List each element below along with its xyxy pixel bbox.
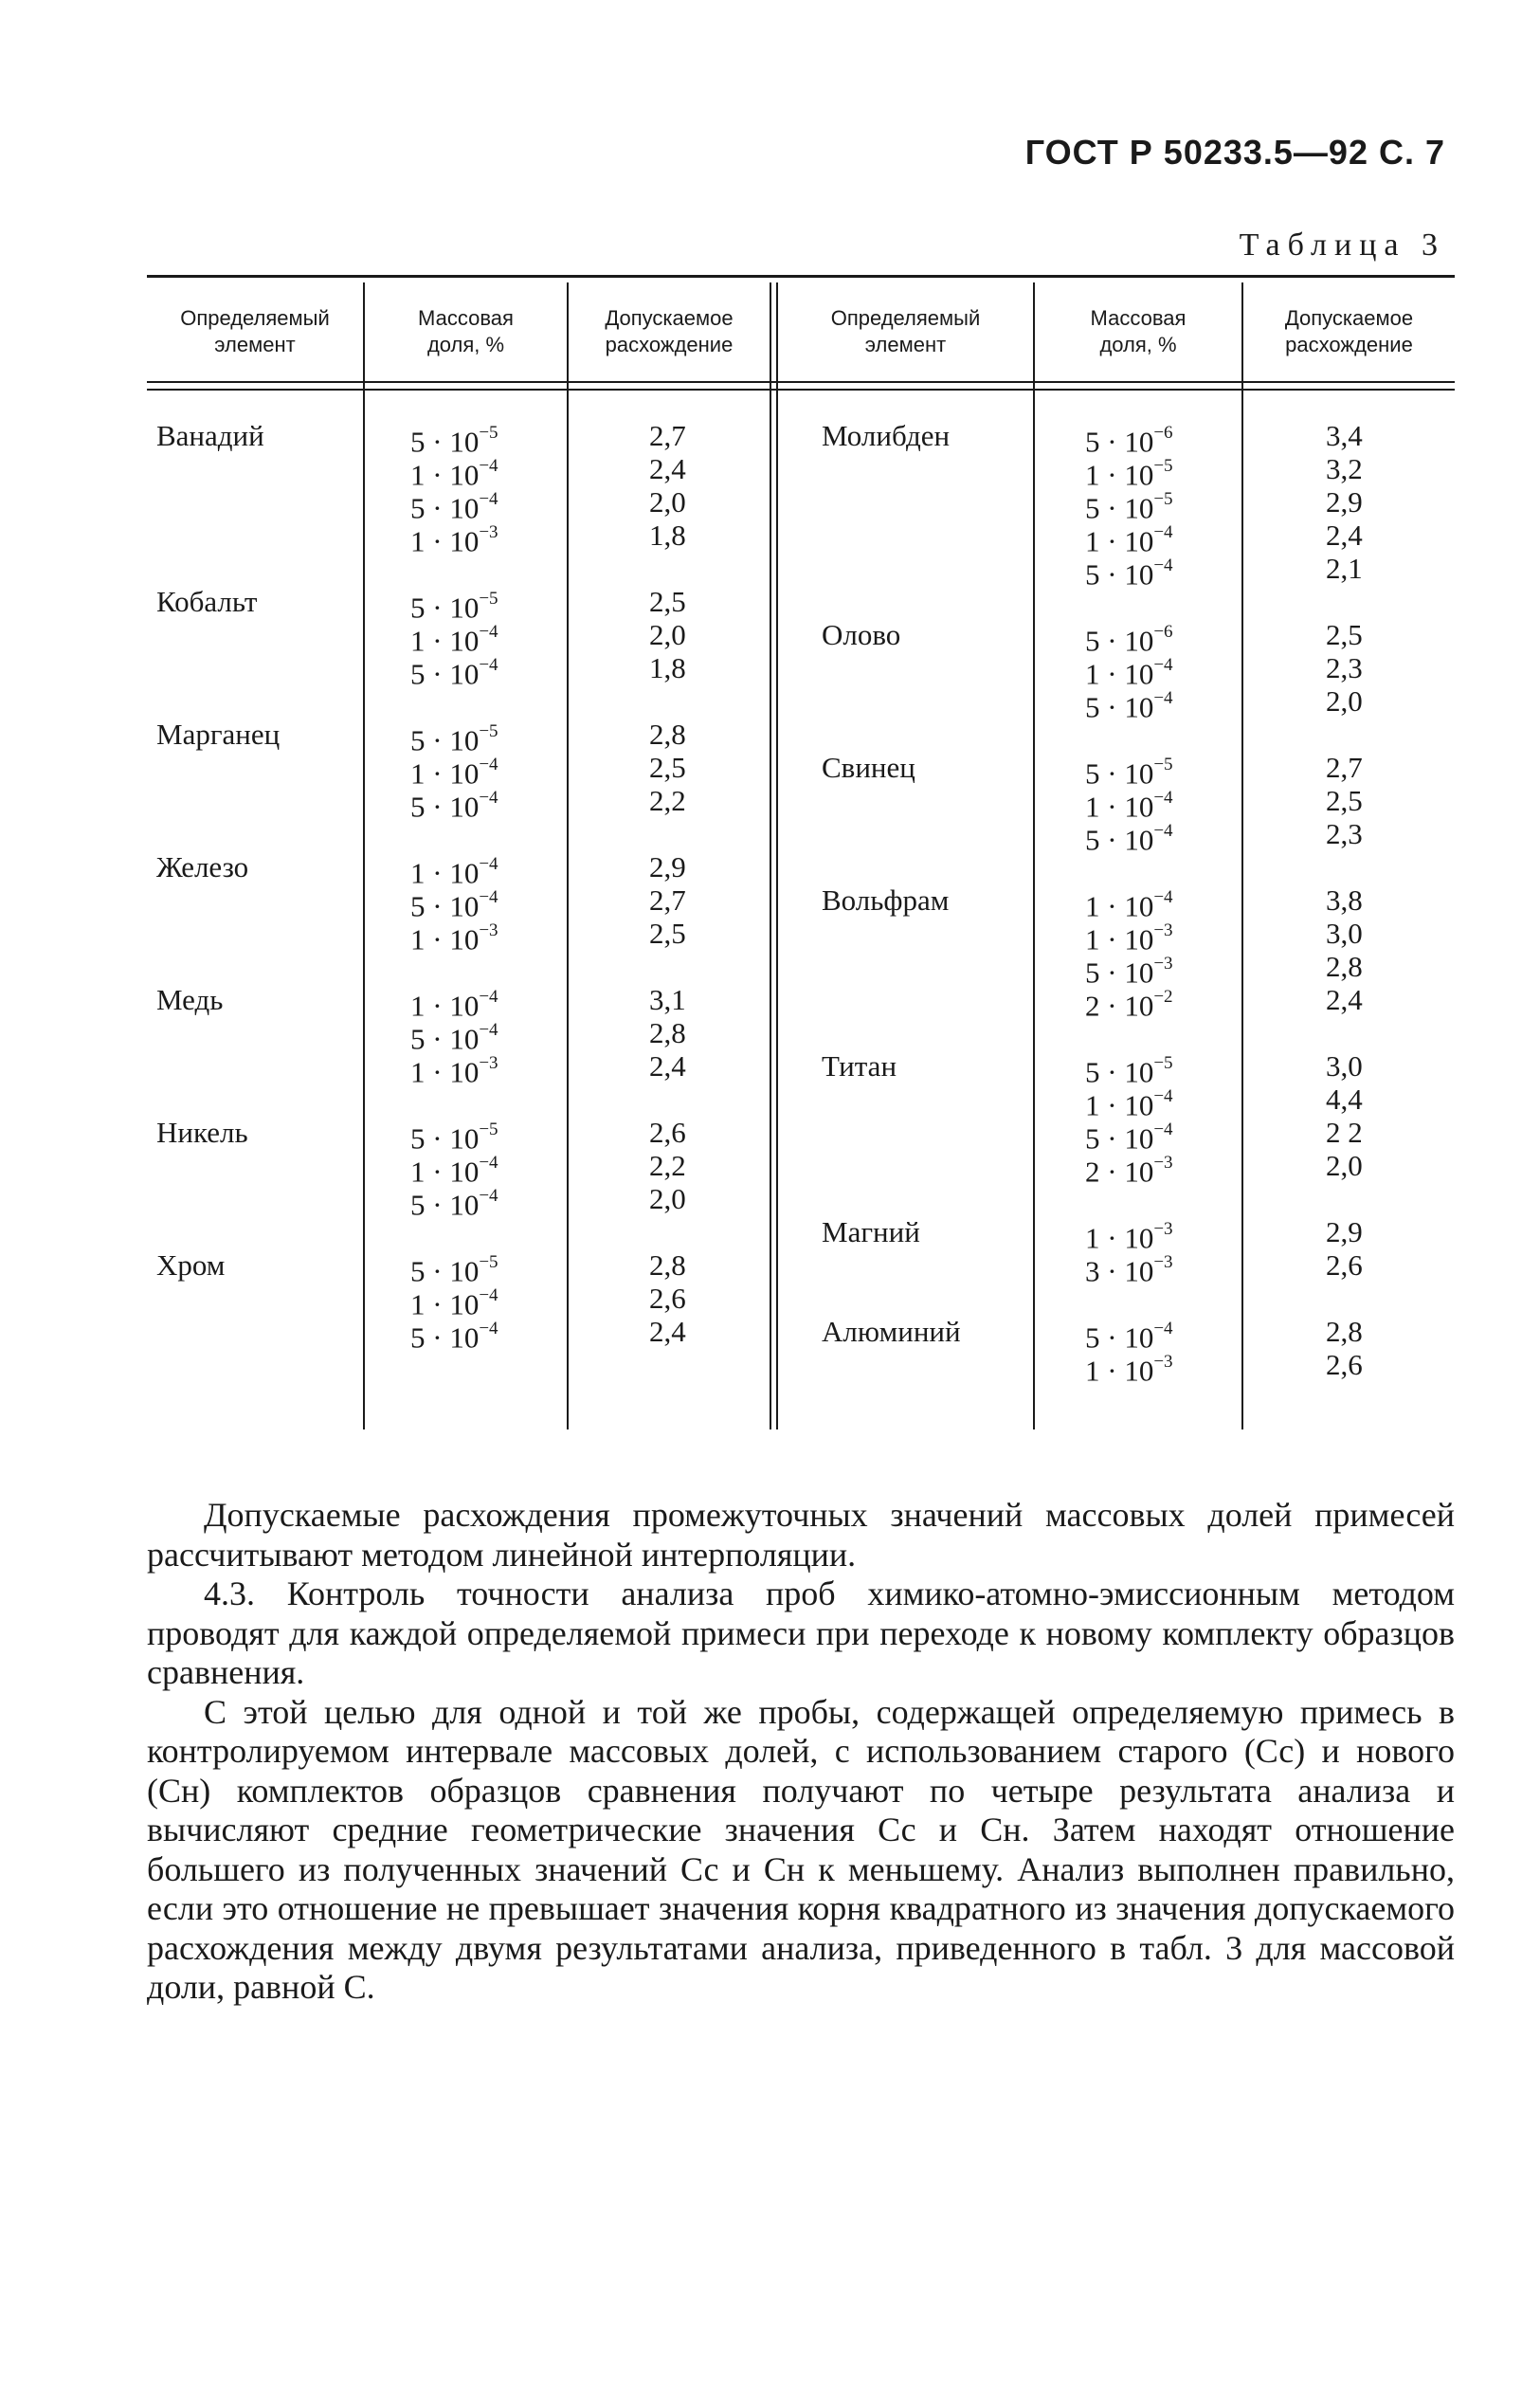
mass-fraction-base: 1 · 10 <box>1085 1088 1154 1122</box>
mass-fraction-cell <box>410 1315 498 1354</box>
mass-fraction-base: 5 · 10 <box>410 1254 480 1288</box>
allowed-discrepancy-cell: 2,4 <box>649 1315 686 1348</box>
mass-fraction-base: 1 · 10 <box>1085 458 1154 492</box>
allowed-discrepancy-cell: 2,3 <box>1326 651 1363 684</box>
mass-fraction-exponent: −4 <box>479 755 498 774</box>
mass-fraction-base: 5 · 10 <box>410 591 480 625</box>
element-name: Свинец <box>822 751 915 784</box>
allowed-discrepancy-cell: 3,0 <box>1326 917 1363 950</box>
mass-fraction-exponent: −4 <box>479 1186 498 1206</box>
mass-fraction-base: 1 · 10 <box>410 524 480 558</box>
allowed-discrepancy-cell: 2,4 <box>1326 519 1363 552</box>
table-header-rule <box>147 381 1455 383</box>
mass-fraction-cell <box>1085 817 1173 856</box>
mass-fraction-exponent: −3 <box>1153 1219 1173 1239</box>
allowed-discrepancy-cell: 2,4 <box>649 452 686 485</box>
allowed-discrepancy-cell: 2,9 <box>1326 1215 1363 1248</box>
mass-fraction-base: 2 · 10 <box>1085 989 1154 1023</box>
body-text <box>147 1496 1455 2008</box>
mass-fraction-exponent: −3 <box>1153 920 1173 940</box>
mass-fraction-cell <box>410 917 498 956</box>
allowed-discrepancy-cell: 2,5 <box>649 585 686 618</box>
mass-fraction-base: 1 · 10 <box>410 756 480 791</box>
allowed-discrepancy-cell: 2,5 <box>649 917 686 950</box>
mass-fraction-base: 1 · 10 <box>1085 790 1154 824</box>
mass-fraction-exponent: −5 <box>479 1252 498 1272</box>
mass-fraction-base: 5 · 10 <box>1085 1320 1154 1355</box>
allowed-discrepancy-cell: 2,2 <box>649 1149 686 1182</box>
mass-fraction-exponent: −4 <box>479 1153 498 1173</box>
allowed-discrepancy-cell: 2,6 <box>1326 1248 1363 1282</box>
mass-fraction-cell <box>410 784 498 823</box>
mass-fraction-exponent: −3 <box>1153 1153 1173 1173</box>
mass-fraction-exponent: −5 <box>1153 456 1173 476</box>
allowed-discrepancy-cell: 2,8 <box>649 1016 686 1049</box>
mass-fraction-exponent: −4 <box>479 788 498 808</box>
mass-fraction-base: 5 · 10 <box>1085 425 1154 459</box>
mass-fraction-base: 1 · 10 <box>410 989 480 1023</box>
mass-fraction-base: 5 · 10 <box>410 425 480 459</box>
mass-fraction-exponent: −5 <box>479 1120 498 1139</box>
mass-fraction-exponent: −4 <box>1153 788 1173 808</box>
mass-fraction-exponent: −2 <box>1153 987 1173 1007</box>
allowed-discrepancy-cell: 2,5 <box>1326 618 1363 651</box>
element-name: Титан <box>822 1049 897 1083</box>
mass-fraction-base: 5 · 10 <box>410 1022 480 1056</box>
allowed-discrepancy-cell: 2,8 <box>1326 950 1363 983</box>
mass-fraction-base: 1 · 10 <box>410 624 480 658</box>
allowed-discrepancy-cell: 2,6 <box>1326 1348 1363 1381</box>
allowed-discrepancy-cell: 1,8 <box>649 651 686 684</box>
allowed-discrepancy-cell: 2 2 <box>1326 1116 1363 1149</box>
mass-fraction-exponent: −4 <box>1153 1086 1173 1106</box>
column-header: Массовая доля, % <box>418 306 514 356</box>
mass-fraction-exponent: −4 <box>1153 1319 1173 1338</box>
allowed-discrepancy-cell: 2,3 <box>1326 817 1363 850</box>
mass-fraction-cell <box>1085 983 1173 1022</box>
mass-fraction-exponent: −4 <box>479 887 498 907</box>
mass-fraction-base: 1 · 10 <box>1085 657 1154 691</box>
element-name: Молибден <box>822 419 951 452</box>
mass-fraction-exponent: −5 <box>1153 489 1173 509</box>
mass-fraction-exponent: −4 <box>479 655 498 675</box>
mass-fraction-exponent: −4 <box>479 854 498 874</box>
element-name: Магний <box>822 1215 920 1248</box>
column-header: Определяемый элемент <box>180 306 330 356</box>
mass-fraction-exponent: −5 <box>1153 755 1173 774</box>
mass-fraction-exponent: −3 <box>1153 1252 1173 1272</box>
allowed-discrepancy-cell: 2,5 <box>649 751 686 784</box>
allowed-discrepancy-cell: 2,0 <box>649 1182 686 1215</box>
mass-fraction-base: 5 · 10 <box>1085 1121 1154 1156</box>
mass-fraction-exponent: −4 <box>1153 887 1173 907</box>
paragraph: Допускаемые расхождения промежуточных значений массовых долей примесей рассчитывают методом линейной интерполяции. <box>147 1496 1455 1574</box>
allowed-discrepancy-cell: 2,8 <box>649 718 686 751</box>
mass-fraction-exponent: −4 <box>1153 522 1173 542</box>
allowed-discrepancy-cell: 4,4 <box>1326 1083 1363 1116</box>
mass-fraction-exponent: −3 <box>1153 954 1173 974</box>
mass-fraction-cell <box>1085 684 1173 723</box>
element-name: Никель <box>156 1116 248 1149</box>
allowed-discrepancy-cell: 2,6 <box>649 1282 686 1315</box>
table-caption: Таблица 3 <box>1239 228 1445 263</box>
mass-fraction-base: 5 · 10 <box>410 889 480 923</box>
allowed-discrepancy-cell: 2,8 <box>649 1248 686 1282</box>
mass-fraction-base: 5 · 10 <box>1085 491 1154 525</box>
document-header: ГОСТ Р 50233.5—92 С. 7 <box>1024 133 1445 172</box>
column-divider <box>363 282 365 1429</box>
mass-fraction-exponent: −6 <box>1153 622 1173 642</box>
data-table <box>147 275 1455 1436</box>
mass-fraction-base: 1 · 10 <box>1085 524 1154 558</box>
mass-fraction-base: 5 · 10 <box>1085 624 1154 658</box>
mass-fraction-exponent: −5 <box>1153 1053 1173 1073</box>
allowed-discrepancy-cell: 2,0 <box>1326 1149 1363 1182</box>
allowed-discrepancy-cell: 2,4 <box>1326 983 1363 1016</box>
allowed-discrepancy-cell: 2,0 <box>649 618 686 651</box>
allowed-discrepancy-cell: 2,5 <box>1326 784 1363 817</box>
allowed-discrepancy-cell: 2,9 <box>1326 485 1363 519</box>
mass-fraction-base: 5 · 10 <box>410 723 480 757</box>
mass-fraction-exponent: −5 <box>479 423 498 443</box>
allowed-discrepancy-cell: 2,1 <box>1326 552 1363 585</box>
mass-fraction-exponent: −3 <box>1153 1352 1173 1372</box>
mass-fraction-base: 5 · 10 <box>410 491 480 525</box>
mass-fraction-exponent: −3 <box>479 522 498 542</box>
mass-fraction-base: 5 · 10 <box>1085 956 1154 990</box>
column-divider <box>1033 282 1035 1429</box>
allowed-discrepancy-cell: 2,6 <box>649 1116 686 1149</box>
element-name: Алюминий <box>822 1315 961 1348</box>
column-header: Допускаемое расхождение <box>605 306 734 356</box>
element-name: Марганец <box>156 718 281 751</box>
mass-fraction-cell <box>1085 1348 1173 1387</box>
mass-fraction-base: 5 · 10 <box>410 790 480 824</box>
mass-fraction-exponent: −4 <box>1153 1120 1173 1139</box>
allowed-discrepancy-cell: 2,7 <box>1326 751 1363 784</box>
mass-fraction-exponent: −4 <box>479 1285 498 1305</box>
mass-fraction-base: 1 · 10 <box>1085 1221 1154 1255</box>
mass-fraction-base: 2 · 10 <box>1085 1155 1154 1189</box>
mass-fraction-cell <box>1085 1248 1173 1287</box>
allowed-discrepancy-cell: 2,2 <box>649 784 686 817</box>
allowed-discrepancy-cell: 3,2 <box>1326 452 1363 485</box>
paragraph: С этой целью для одной и той же пробы, содержащей определяемую примесь в контролируемом интервале массовых долей, с использованием старого (Сс) и нового (Сн) комплектов образцов сравнения получают по четыре результата анализа и вычисляют средние геометрические значения Сс и Сн. Затем находят отношение большего из полученных значений Сс и Сн к меньшему. Анализ выполнен правильно, если это отношение не превышает значения корня квадратного из значения допускаемого расхождения между двумя результатами анализа, приведенного в табл. 3 для массовой доли, равной С. <box>147 1692 1455 2006</box>
mass-fraction-cell <box>1085 552 1173 591</box>
column-divider <box>776 282 778 1429</box>
column-divider <box>1241 282 1243 1429</box>
allowed-discrepancy-cell: 2,7 <box>649 883 686 917</box>
mass-fraction-base: 5 · 10 <box>1085 1055 1154 1089</box>
mass-fraction-base: 1 · 10 <box>410 922 480 956</box>
mass-fraction-exponent: −6 <box>1153 423 1173 443</box>
allowed-discrepancy-cell: 3,1 <box>649 983 686 1016</box>
column-divider <box>770 282 771 1429</box>
element-name: Кобальт <box>156 585 258 618</box>
mass-fraction-base: 5 · 10 <box>410 657 480 691</box>
element-name: Медь <box>156 983 224 1016</box>
mass-fraction-base: 1 · 10 <box>1085 1354 1154 1388</box>
mass-fraction-base: 1 · 10 <box>410 1155 480 1189</box>
allowed-discrepancy-cell: 2,8 <box>1326 1315 1363 1348</box>
mass-fraction-base: 5 · 10 <box>1085 557 1154 592</box>
table-top-rule <box>147 275 1455 278</box>
mass-fraction-base: 1 · 10 <box>410 1055 480 1089</box>
mass-fraction-exponent: −4 <box>479 456 498 476</box>
mass-fraction-exponent: −3 <box>479 920 498 940</box>
table-header-rule-double <box>147 389 1455 391</box>
mass-fraction-exponent: −4 <box>1153 821 1173 841</box>
allowed-discrepancy-cell: 2,0 <box>649 485 686 519</box>
allowed-discrepancy-cell: 2,7 <box>649 419 686 452</box>
mass-fraction-base: 5 · 10 <box>410 1121 480 1156</box>
mass-fraction-base: 5 · 10 <box>410 1320 480 1355</box>
allowed-discrepancy-cell: 2,0 <box>1326 684 1363 718</box>
mass-fraction-exponent: −4 <box>1153 688 1173 708</box>
mass-fraction-base: 5 · 10 <box>1085 690 1154 724</box>
allowed-discrepancy-cell: 3,8 <box>1326 883 1363 917</box>
mass-fraction-base: 1 · 10 <box>1085 889 1154 923</box>
mass-fraction-exponent: −4 <box>479 1020 498 1040</box>
mass-fraction-exponent: −4 <box>1153 655 1173 675</box>
allowed-discrepancy-cell: 2,9 <box>649 850 686 883</box>
allowed-discrepancy-cell: 3,0 <box>1326 1049 1363 1083</box>
allowed-discrepancy-cell: 3,4 <box>1326 419 1363 452</box>
element-name: Железо <box>156 850 249 883</box>
mass-fraction-cell <box>1085 1149 1173 1188</box>
element-name: Хром <box>156 1248 226 1282</box>
mass-fraction-base: 1 · 10 <box>410 458 480 492</box>
column-divider <box>567 282 569 1429</box>
mass-fraction-base: 1 · 10 <box>1085 922 1154 956</box>
mass-fraction-cell <box>410 1182 498 1221</box>
mass-fraction-cell <box>410 519 498 557</box>
column-header: Допускаемое расхождение <box>1284 306 1414 356</box>
mass-fraction-exponent: −4 <box>1153 555 1173 575</box>
column-header: Определяемый элемент <box>830 306 981 356</box>
element-name: Вольфрам <box>822 883 950 917</box>
mass-fraction-exponent: −4 <box>479 987 498 1007</box>
mass-fraction-exponent: −3 <box>479 1053 498 1073</box>
mass-fraction-base: 1 · 10 <box>410 1287 480 1321</box>
mass-fraction-base: 3 · 10 <box>1085 1254 1154 1288</box>
column-header: Массовая доля, % <box>1090 306 1187 356</box>
mass-fraction-exponent: −4 <box>479 622 498 642</box>
allowed-discrepancy-cell: 1,8 <box>649 519 686 552</box>
mass-fraction-base: 5 · 10 <box>1085 756 1154 791</box>
element-name: Олово <box>822 618 901 651</box>
mass-fraction-exponent: −4 <box>479 489 498 509</box>
paragraph: 4.3. Контроль точности анализа проб химико-атомно-эмиссионным методом проводят для каждой определяемой примеси при переходе к новому комплекту образцов сравнения. <box>147 1575 1455 1691</box>
mass-fraction-exponent: −5 <box>479 589 498 609</box>
mass-fraction-base: 5 · 10 <box>410 1188 480 1222</box>
mass-fraction-exponent: −5 <box>479 721 498 741</box>
allowed-discrepancy-cell: 2,4 <box>649 1049 686 1083</box>
mass-fraction-base: 5 · 10 <box>1085 823 1154 857</box>
mass-fraction-cell <box>410 1049 498 1088</box>
mass-fraction-cell <box>410 651 498 690</box>
mass-fraction-exponent: −4 <box>479 1319 498 1338</box>
mass-fraction-base: 1 · 10 <box>410 856 480 890</box>
element-name: Ванадий <box>156 419 264 452</box>
